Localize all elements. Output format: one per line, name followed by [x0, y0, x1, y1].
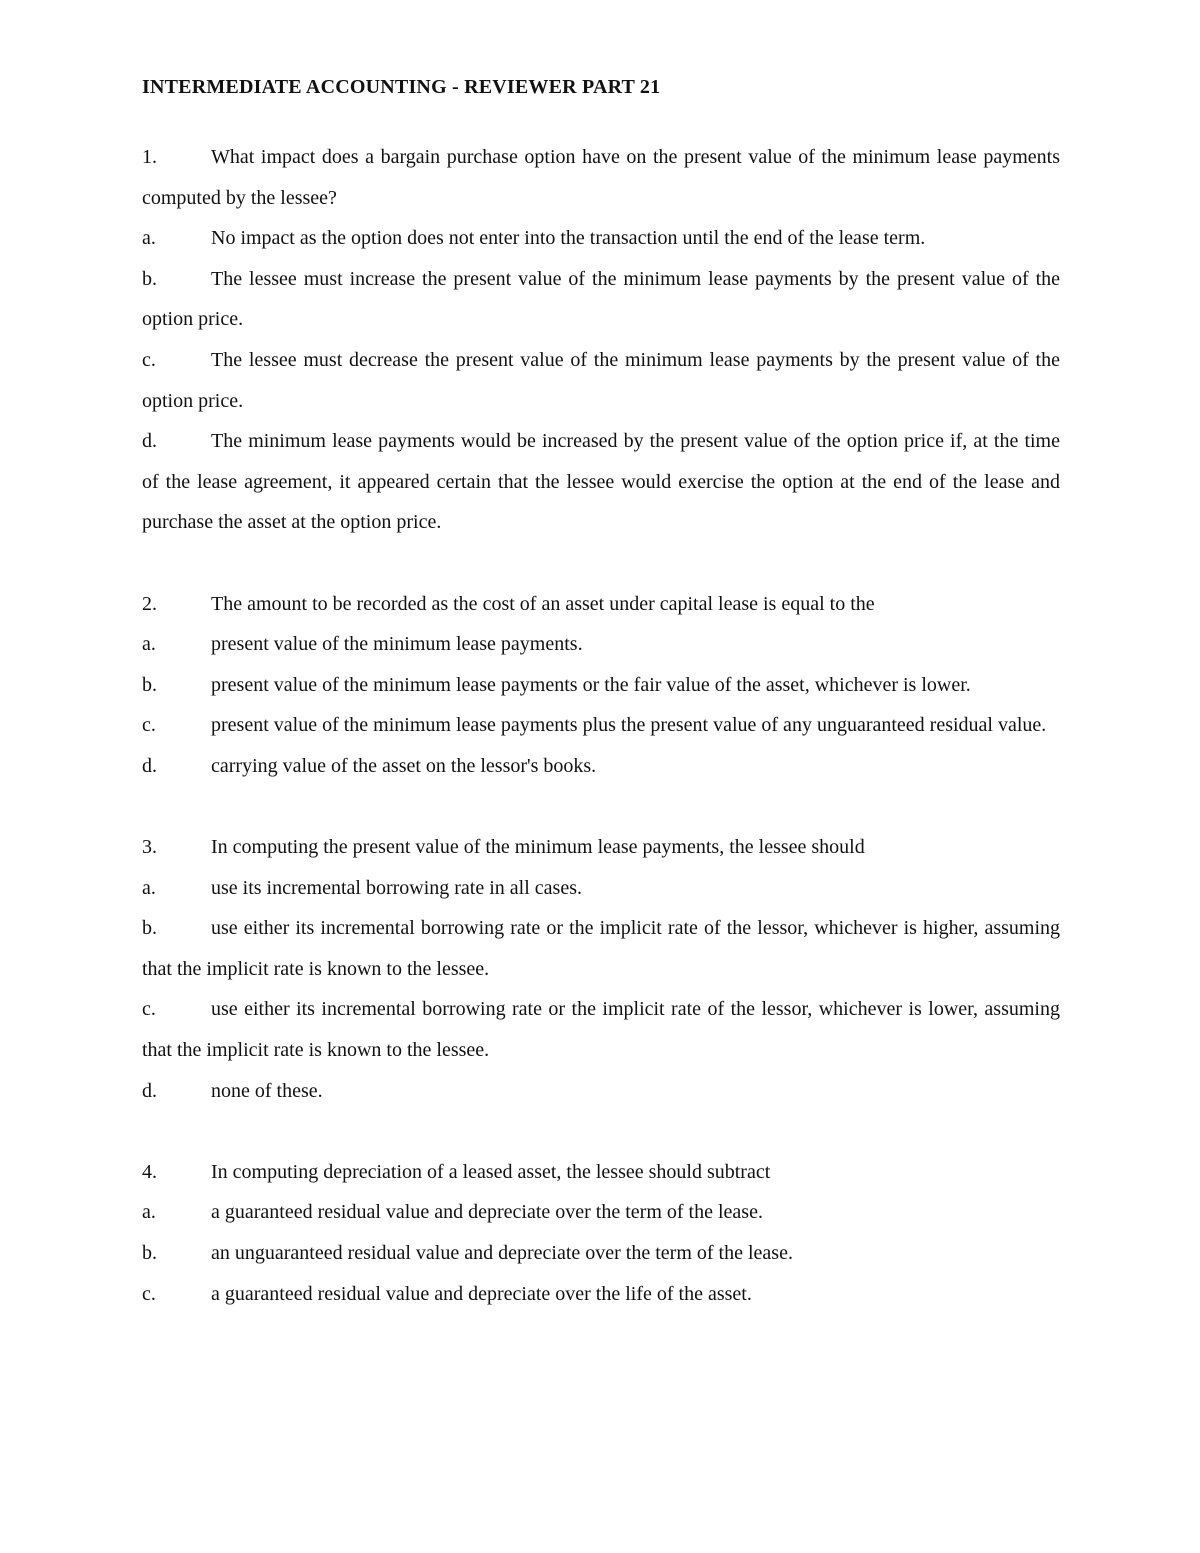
option-letter: d. — [142, 430, 157, 453]
question-text: In computing depreciation of a leased asset, the lessee should subtract — [211, 1160, 771, 1183]
option-text: present value of the minimum lease payments. — [211, 633, 583, 656]
option-text: present value of the minimum lease payments plus the present value of any unguaranteed residual value. — [211, 714, 1047, 737]
question-stem — [142, 137, 1060, 218]
answer-option — [142, 908, 1060, 989]
option-letter: d. — [142, 754, 157, 777]
answer-option — [142, 705, 1060, 746]
question-stem — [142, 1152, 1060, 1193]
answer-option — [142, 1233, 1060, 1274]
answer-option — [142, 868, 1060, 909]
answer-option — [142, 218, 1060, 259]
option-text: The lessee must increase the present value of the minimum lease payments by the present value of the option price. — [142, 267, 1060, 331]
question-3 — [142, 827, 1060, 1111]
option-letter: c. — [142, 714, 156, 737]
question-number: 4. — [142, 1160, 157, 1183]
question-stem — [142, 827, 1060, 868]
answer-option — [142, 989, 1060, 1070]
option-text: present value of the minimum lease payments or the fair value of the asset, whichever is lower. — [211, 673, 971, 696]
question-spacer — [142, 1111, 1060, 1152]
question-text: What impact does a bargain purchase option have on the present value of the minimum lease payments computed by the lessee? — [142, 146, 1060, 209]
question-stem — [142, 584, 1060, 625]
option-text: use either its incremental borrowing rate or the implicit rate of the lessor, whichever is higher, assuming that the implicit rate is known to the lessee. — [142, 917, 1060, 980]
question-spacer — [142, 543, 1060, 584]
option-letter: c. — [142, 348, 156, 371]
option-letter: b. — [142, 673, 157, 696]
question-text: The amount to be recorded as the cost of an asset under capital lease is equal to the — [211, 592, 875, 615]
question-1 — [142, 137, 1060, 543]
option-text: a guaranteed residual value and depreciate over the term of the lease. — [211, 1201, 763, 1224]
option-letter: b. — [142, 917, 157, 940]
option-letter: b. — [142, 1242, 157, 1265]
option-text: The minimum lease payments would be increased by the present value of the option price if, at the time of the lease agreement, it appeared certain that the lessee would exercise the option at the end of the lease and purchase the asset at the option price. — [142, 430, 1060, 534]
question-text: In computing the present value of the minimum lease payments, the lessee should — [211, 836, 865, 859]
option-text: use either its incremental borrowing rate or the implicit rate of the lessor, whichever is lower, assuming that the implicit rate is known to the lessee. — [142, 998, 1060, 1062]
option-letter: a. — [142, 633, 156, 656]
answer-option — [142, 665, 1060, 706]
answer-option — [142, 1071, 1060, 1112]
answer-option — [142, 1192, 1060, 1233]
option-text: carrying value of the asset on the lessor's books. — [211, 754, 597, 777]
option-letter: c. — [142, 998, 156, 1021]
question-number: 2. — [142, 592, 157, 615]
question-list — [142, 137, 1060, 1314]
document-title: INTERMEDIATE ACCOUNTING - REVIEWER PART 21 — [142, 76, 661, 98]
answer-option — [142, 746, 1060, 787]
option-letter: a. — [142, 876, 156, 899]
option-letter: d. — [142, 1079, 157, 1102]
option-letter: a. — [142, 227, 156, 250]
answer-option — [142, 340, 1060, 421]
answer-option — [142, 259, 1060, 340]
answer-option — [142, 1274, 1060, 1315]
option-text: use its incremental borrowing rate in all cases. — [211, 876, 582, 899]
option-letter: b. — [142, 267, 157, 290]
answer-option — [142, 624, 1060, 665]
option-text: a guaranteed residual value and depreciate over the life of the asset. — [211, 1282, 752, 1305]
question-number: 1. — [142, 146, 157, 168]
answer-option — [142, 421, 1060, 543]
question-number: 3. — [142, 836, 157, 859]
question-2 — [142, 584, 1060, 787]
question-spacer — [142, 787, 1060, 828]
option-letter: c. — [142, 1282, 156, 1305]
option-text: none of these. — [211, 1079, 323, 1102]
option-text: No impact as the option does not enter into the transaction until the end of the lease term. — [211, 227, 926, 250]
option-text: an unguaranteed residual value and depreciate over the term of the lease. — [211, 1242, 793, 1265]
option-letter: a. — [142, 1201, 156, 1224]
question-4 — [142, 1152, 1060, 1314]
option-text: The lessee must decrease the present value of the minimum lease payments by the present value of the option price. — [142, 348, 1060, 412]
